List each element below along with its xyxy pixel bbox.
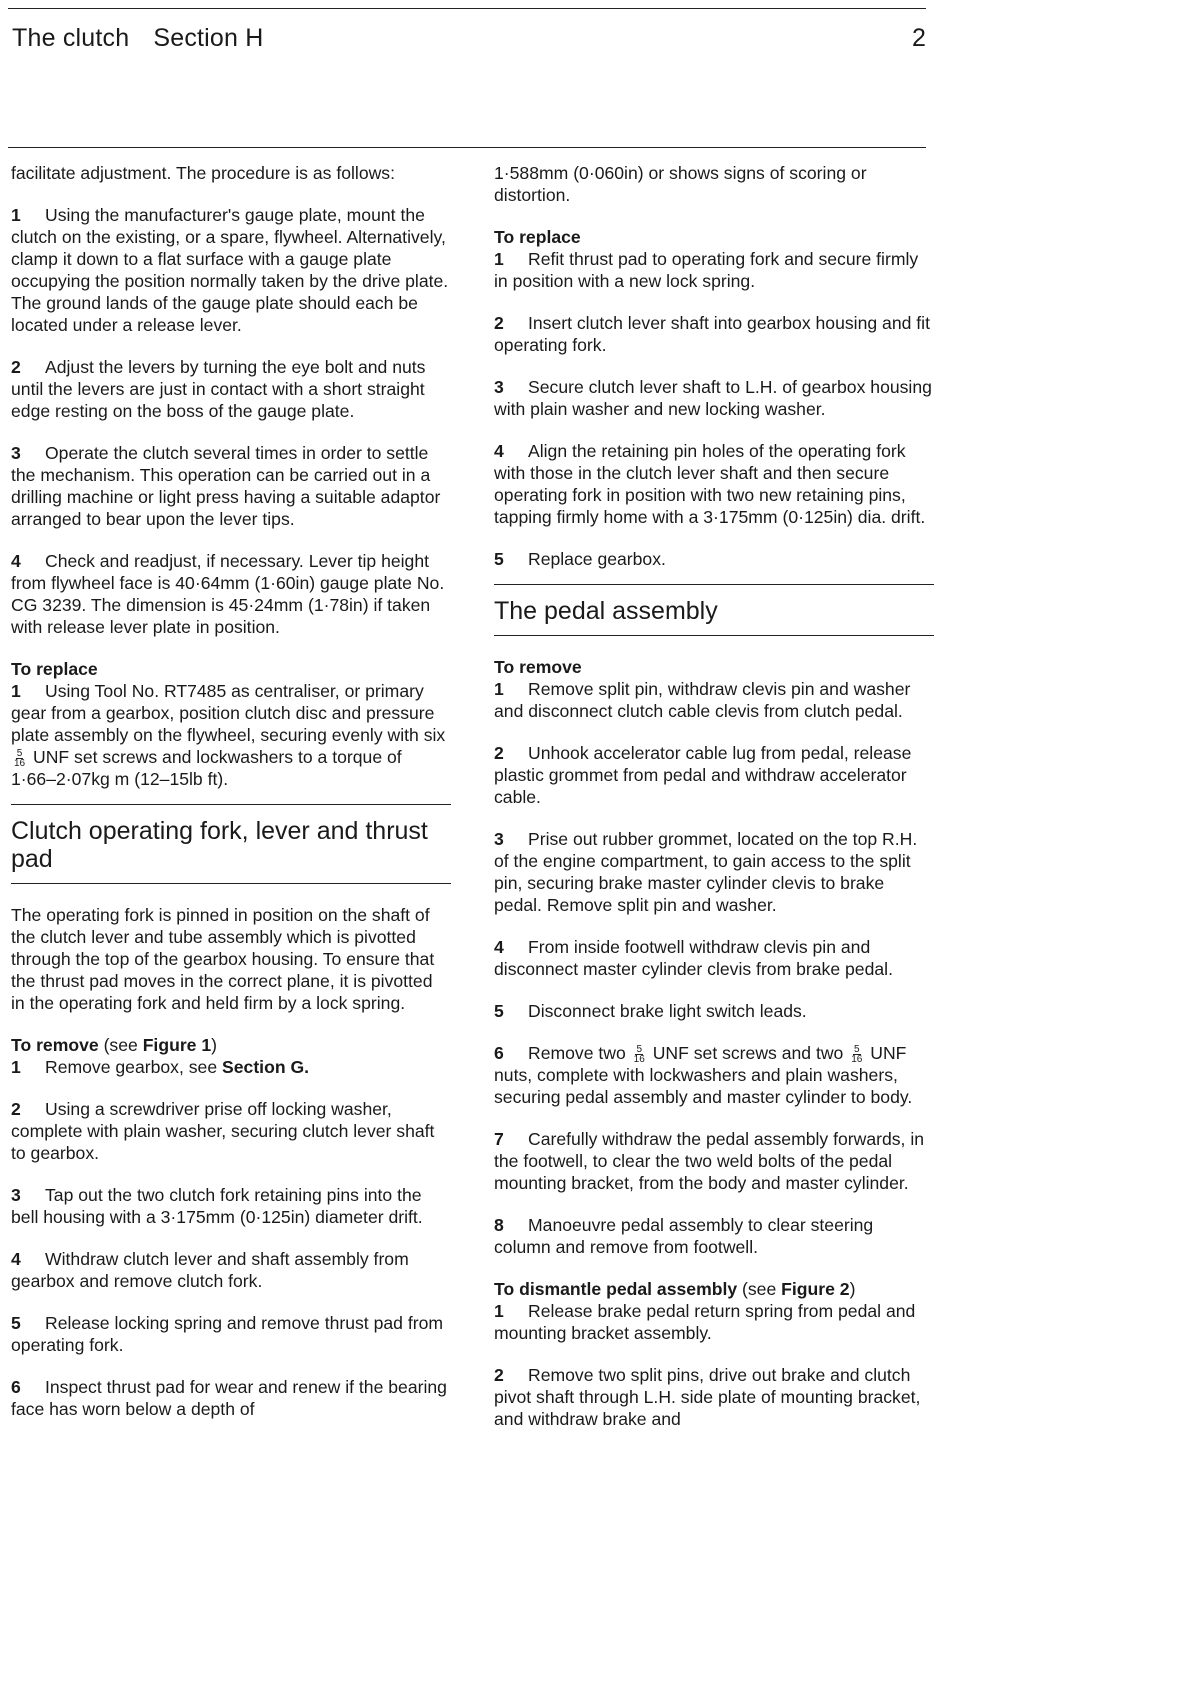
left-intro: facilitate adjustment. The procedure is as follows: — [11, 163, 395, 183]
step-text: Prise out rubber grommet, located on the top R.H. of the engine compartment, to gain access to the split pin, securing brake master cylinder clevis to brake pedal. Remove split pin and washer. — [494, 829, 918, 915]
list-item — [494, 1000, 934, 1022]
remove-step-1 — [494, 656, 934, 722]
step-text: Check and readjust, if necessary. Lever tip height from flywheel face is 40·64mm (1·60in) gauge plate No. CG 3239. The dimension is 45·24mm (1·78in) if taken with release lever plate in position. — [11, 551, 445, 637]
right-intro: 1·588mm (0·060in) or shows signs of scoring or distortion. — [494, 163, 867, 205]
step-text: Inspect thrust pad for wear and renew if the bearing face has worn below a depth of — [11, 1377, 447, 1419]
step-text: Using a screwdriver prise off locking washer, complete with plain washer, securing clutch lever shaft to gearbox. — [11, 1099, 435, 1163]
section-heading-block — [494, 584, 934, 636]
list-item — [494, 376, 934, 420]
list-item — [494, 548, 934, 570]
step-number: 5 — [494, 1001, 504, 1021]
step-text: Secure clutch lever shaft to L.H. of gearbox housing with plain washer and new locking washer. — [494, 377, 932, 419]
section-ref: Section G. — [222, 1057, 310, 1077]
step-text: Disconnect brake light switch leads. — [528, 1001, 807, 1021]
figure-ref-open: (see — [742, 1279, 777, 1299]
step-number: 4 — [494, 441, 504, 461]
adjust-steps — [11, 204, 451, 638]
step-number: 2 — [494, 313, 504, 333]
step-text: UNF set screws and two — [652, 1043, 844, 1063]
step-text: Tap out the two clutch fork retaining pins into the bell housing with a 3·175mm (0·125in) diameter drift. — [11, 1185, 423, 1227]
page-title — [12, 24, 264, 53]
step-text: Carefully withdraw the pedal assembly forwards, in the footwell, to clear the two weld bolts of the pedal mounting bracket, from the body and master cylinder. — [494, 1129, 925, 1193]
list-item — [11, 1376, 451, 1420]
step-number: 3 — [11, 443, 21, 463]
section-label: Section H — [153, 24, 264, 52]
step-number: 4 — [494, 937, 504, 957]
section-heading-clutch-fork: Clutch operating fork, lever and thrust pad — [11, 817, 428, 873]
step-text: Replace gearbox. — [528, 549, 666, 569]
step-number: 2 — [11, 357, 21, 377]
list-item — [11, 442, 451, 530]
chapter-title: The clutch — [12, 24, 130, 52]
step-text: Refit thrust pad to operating fork and secure firmly in position with a new lock spring. — [494, 249, 919, 291]
step-text: UNF nuts, complete with lockwashers and plain washers, securing pedal assembly and master cylinder to body. — [494, 1043, 913, 1107]
step-number: 1 — [11, 205, 21, 225]
list-item — [11, 356, 451, 422]
step-text: Remove two — [528, 1043, 626, 1063]
subheading-to-remove: To remove — [494, 657, 582, 677]
step-number: 1 — [11, 1057, 21, 1077]
dismantle-block — [494, 1278, 934, 1344]
list-item — [494, 1214, 934, 1258]
step-text: Remove two split pins, drive out brake and clutch pivot shaft through L.H. side plate of mounting bracket, and withdraw brake and — [494, 1365, 921, 1429]
step-text: Adjust the levers by turning the eye bolt and nuts until the levers are just in contact with a short straight edge resting on the boss of the gauge plate. — [11, 357, 426, 421]
step-number: 8 — [494, 1215, 504, 1235]
fraction-5-16: $\frac{5}{16}$ — [851, 1043, 863, 1065]
fraction-5-16: $\frac{5}{16}$ — [14, 747, 26, 769]
step-number: 1 — [494, 249, 504, 269]
list-item — [494, 312, 934, 356]
list-item — [11, 204, 451, 336]
left-column — [11, 162, 451, 1440]
list-item — [11, 1312, 451, 1356]
step-text: Align the retaining pin holes of the operating fork with those in the clutch lever shaft and then secure operating fork in position with two new retaining pins, tapping firmly home with a 3·175mm (0·125in) dia. drift. — [494, 441, 926, 527]
list-item — [494, 828, 934, 916]
figure-ref-close: ) — [849, 1279, 856, 1299]
step-number: 1 — [11, 681, 21, 701]
page-number: 2 — [912, 24, 926, 52]
list-item — [11, 1184, 451, 1228]
step-number: 6 — [11, 1377, 21, 1397]
subheading-to-dismantle: To dismantle pedal assembly — [494, 1279, 738, 1299]
section-intro: The operating fork is pinned in position on the shaft of the clutch lever and tube assembly which is pivotted through the top of the gearbox housing. To ensure that the thrust pad moves in the correct plane, it is pivotted in the operating fork and held firm by a lock spring. — [11, 905, 435, 1013]
step-number: 3 — [494, 377, 504, 397]
step-text: Remove gearbox, see — [45, 1057, 218, 1077]
list-item — [494, 440, 934, 528]
step-text: Remove split pin, withdraw clevis pin and washer and disconnect clutch cable clevis from clutch pedal. — [494, 679, 911, 721]
header-bottom-rule — [8, 147, 926, 148]
subheading-to-remove: To remove — [11, 1035, 99, 1055]
step-number: 6 — [494, 1043, 504, 1063]
list-item — [11, 550, 451, 638]
figure-ref-open: (see — [103, 1035, 138, 1055]
step-number: 2 — [11, 1099, 21, 1119]
step-text: Release brake pedal return spring from pedal and mounting bracket assembly. — [494, 1301, 916, 1343]
step-number: 4 — [11, 1249, 21, 1269]
step-text: Withdraw clutch lever and shaft assembly from gearbox and remove clutch fork. — [11, 1249, 409, 1291]
step-number: 7 — [494, 1129, 504, 1149]
section-heading-pedal-assembly: The pedal assembly — [494, 597, 718, 625]
step-text: Operate the clutch several times in order to settle the mechanism. This operation can be carried out in a drilling machine or light press having a suitable adaptor arranged to bear upon the lever tips. — [11, 443, 441, 529]
subheading-to-replace: To replace — [494, 227, 581, 247]
step-number: 5 — [11, 1313, 21, 1333]
remove-block — [11, 1034, 451, 1078]
step-text: Using Tool No. RT7485 as centraliser, or primary gear from a gearbox, position clutch disc and pressure plate assembly on the flywheel, securing evenly with six — [11, 681, 446, 745]
step-number: 3 — [11, 1185, 21, 1205]
list-item — [494, 742, 934, 808]
step-number: 5 — [494, 549, 504, 569]
list-item — [11, 1248, 451, 1292]
list-item — [494, 1042, 934, 1108]
step-text: Using the manufacturer's gauge plate, mount the clutch on the existing, or a spare, flywheel. Alternatively, clamp it down to a flat surface with a gauge plate occupying the position normally taken by the drive plate. The ground lands of the gauge plate should each be located under a release lever. — [11, 205, 449, 335]
section-heading-block — [11, 804, 451, 884]
list-item — [494, 1364, 934, 1430]
fraction-5-16: $\frac{5}{16}$ — [633, 1043, 645, 1065]
step-number: 2 — [494, 1365, 504, 1385]
list-item — [494, 936, 934, 980]
replace-step-1 — [494, 226, 934, 292]
figure-ref: Figure 1 — [142, 1035, 212, 1055]
list-item — [11, 1098, 451, 1164]
step-text: Insert clutch lever shaft into gearbox housing and fit operating fork. — [494, 313, 930, 355]
step-text: Manoeuvre pedal assembly to clear steering column and remove from footwell. — [494, 1215, 874, 1257]
figure-ref-close: ) — [211, 1035, 217, 1055]
step-text: Unhook accelerator cable lug from pedal, release plastic grommet from pedal and withdraw accelerator cable. — [494, 743, 912, 807]
step-text: Release locking spring and remove thrust pad from operating fork. — [11, 1313, 444, 1355]
remove-steps — [11, 1098, 451, 1420]
replace-block — [11, 658, 451, 790]
step-number: 1 — [494, 679, 504, 699]
subheading-to-replace: To replace — [11, 659, 98, 679]
step-number: 4 — [11, 551, 21, 571]
right-column — [494, 162, 934, 1450]
step-number: 2 — [494, 743, 504, 763]
step-text: From inside footwell withdraw clevis pin and disconnect master cylinder clevis from brake pedal. — [494, 937, 893, 979]
header-top-rule — [8, 8, 926, 9]
step-number: 3 — [494, 829, 504, 849]
step-number: 1 — [494, 1301, 504, 1321]
list-item — [494, 1128, 934, 1194]
step-text: UNF set screws and lockwashers to a torque of 1·66–2·07kg m (12–15lb ft). — [11, 747, 402, 789]
figure-ref: Figure 2 — [781, 1279, 850, 1299]
